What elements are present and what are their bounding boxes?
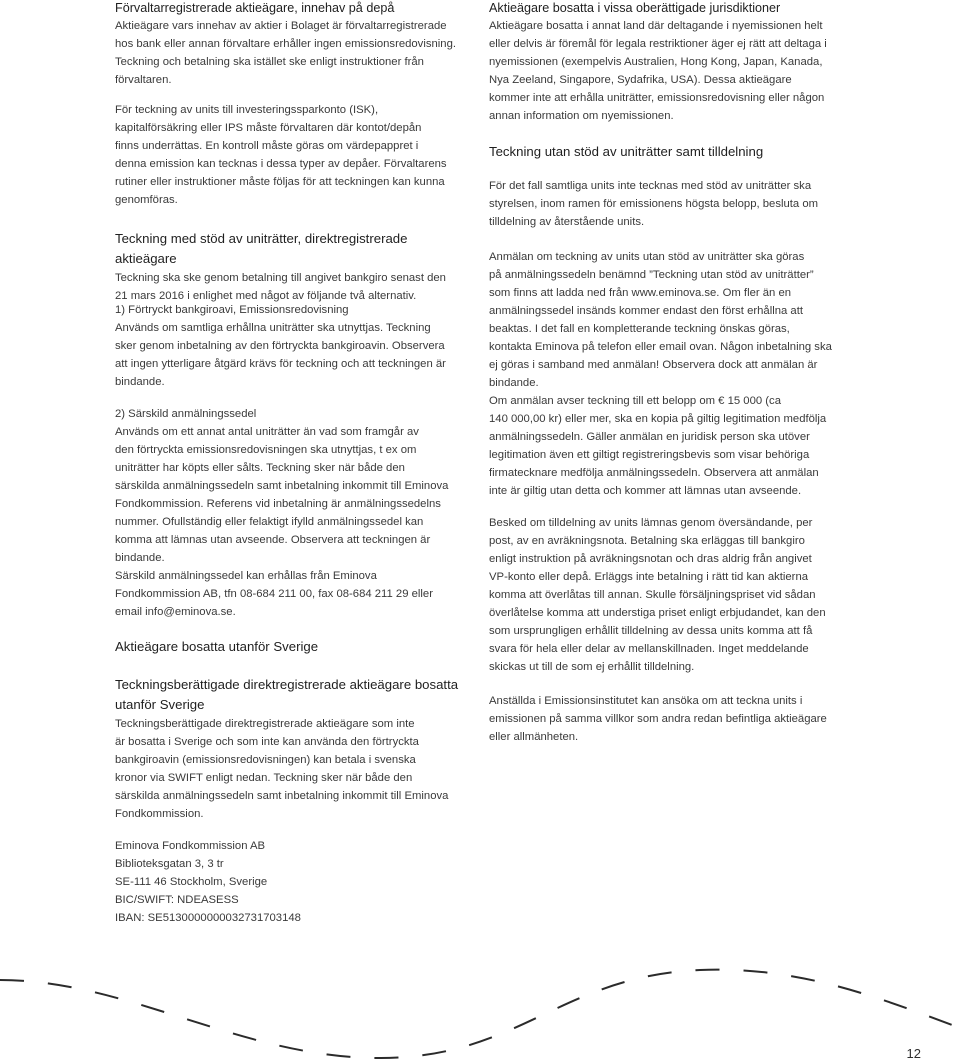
section-direct-registered — [115, 229, 465, 305]
text-line: legitimation även ett giltigt registreringsbevis som visar behöriga — [489, 449, 810, 461]
text-line: Nya Zeeland, Singapore, Sydafrika, USA). Dessa aktieägare — [489, 74, 792, 86]
text-line: ej göras i samband med anmälan! Observera dock att anmälan är — [489, 359, 818, 371]
text-line: VP-konto eller depå. Erläggs inte betalning i rätt tid kan aktierna — [489, 571, 809, 583]
text-line: Aktieägare bosatta i annat land där deltagande i nyemissionen helt — [489, 20, 823, 32]
section-heading-outside-sweden: Aktieägare bosatta utanför Sverige — [115, 639, 319, 654]
text-line: 21 mars 2016 i enlighet med något av följande två alternativ. — [115, 290, 417, 302]
text-line: firmatecknare medfölja anmälningssedeln. Observera att anmälan — [489, 467, 819, 479]
text-line: post, av en avräkningsnota. Betalning ska erläggas till bankgiro — [489, 535, 805, 547]
text-line: överlåtelse komma att understiga priset enligt erbjudandet, kan den — [489, 607, 826, 619]
address-line: Eminova Fondkommission AB — [115, 840, 266, 852]
text-line: bindande. — [115, 552, 165, 564]
text-line: annan information om nyemissionen. — [489, 110, 674, 122]
paragraph-notice — [489, 514, 826, 676]
text-line: eller delvis är föremål för legala restriktioner äger ej rätt att deltaga i — [489, 38, 827, 50]
section-heading — [115, 675, 458, 715]
section-restricted-jurisdictions — [489, 0, 827, 125]
text-line: För teckning av units till investeringssparkonto (ISK), — [115, 104, 379, 116]
text-line: särskilda anmälningssedeln samt inbetalning inkommit till Eminova — [115, 790, 449, 802]
paragraph — [115, 715, 458, 823]
paragraph — [489, 17, 827, 125]
section-heading: Teckning med stöd av uniträtter, direktregistrerade aktieägare — [115, 231, 408, 266]
text-line: email info@eminova.se. — [115, 606, 236, 618]
text-line: förvaltaren. — [115, 74, 172, 86]
text-line: eller allmänheten. — [489, 731, 579, 743]
text-line: Teckning ska ske genom betalning till angivet bankgiro senast den — [115, 272, 446, 284]
paragraph-isk — [115, 101, 447, 209]
text-line: hos bank eller annan förvaltare erhåller ingen emissionsredovisning. — [115, 38, 456, 50]
text-line: 140 000,00 kr) eller mer, ska en kopia på giltig legitimation medfölja — [489, 413, 827, 425]
address-block — [115, 837, 301, 927]
text-line: kommer inte att erhålla uniträtter, emissionsredovisning eller någon — [489, 92, 825, 104]
paragraph-allocation — [489, 177, 818, 231]
text-line: som ursprungligen erhållit tilldelning av dessa units komma att få — [489, 625, 813, 637]
paragraph-employees — [489, 692, 827, 746]
text-line: Anställda i Emissionsinstitutet kan ansöka om att teckna units i — [489, 695, 803, 707]
text-line: komma att lämnas utan avseende. Observera att teckningen är — [115, 534, 431, 546]
text-line: beaktas. I det fall en kompletterande teckning önskas göras, — [489, 323, 790, 335]
section-heading: Aktieägare bosatta i vissa oberättigade jurisdiktioner — [489, 1, 781, 15]
text-line: För det fall samtliga units inte tecknas med stöd av uniträtter ska — [489, 180, 812, 192]
text-line: uniträtter har köpts eller sålts. Teckning sker när både den — [115, 462, 405, 474]
text-line: särskilda anmälningssedeln samt inbetalning inkommit till Eminova — [115, 480, 449, 492]
address-line: IBAN: SE5130000000032731703148 — [115, 912, 301, 924]
paragraph-option-1 — [115, 301, 446, 391]
text-line: tilldelning av återstående units. — [489, 216, 645, 228]
text-line: Särskild anmälningssedel kan erhållas från Eminova — [115, 570, 377, 582]
paragraph-application — [489, 248, 832, 500]
heading-line: utanför Sverige — [115, 697, 205, 712]
text-line: den förtryckta emissionsredovisningen ska utnyttjas, t ex om — [115, 444, 417, 456]
text-line: Aktieägare vars innehav av aktier i Bolaget är förvaltarregistrerade — [115, 20, 447, 32]
text-line: Om anmälan avser teckning till ett belopp om € 15 000 (ca — [489, 395, 781, 407]
address-line: SE-111 46 Stockholm, Sverige — [115, 876, 268, 888]
page-number: 12 — [906, 1046, 921, 1061]
text-line: enligt instruktion på avräkningsnotan och dras aldrig från angivet — [489, 553, 812, 565]
text-line: denna emission kan tecknas i dessa typer av depåer. Förvaltarens — [115, 158, 447, 170]
text-line: kontakta Eminova på telefon eller email ovan. Någon inbetalning ska — [489, 341, 832, 353]
text-line: 2) Särskild anmälningssedel — [115, 408, 257, 420]
text-line: kapitalförsäkring eller IPS måste förvaltaren där kontot/depån — [115, 122, 422, 134]
text-line: Fondkommission. — [115, 808, 204, 820]
text-line: inte är giltig utan detta och kommer att lämnas utan avseende. — [489, 485, 802, 497]
text-line: nummer. Ofullständig eller felaktigt ifylld anmälningssedel kan — [115, 516, 424, 528]
text-line: skickas ut till de som ej erhållit tilldelning. — [489, 661, 695, 673]
section-eligible-outside-sweden — [115, 675, 458, 823]
text-line: som finns att ladda ned från www.eminova.se. Om fler än en — [489, 287, 792, 299]
text-line: Används om samtliga erhållna uniträtter ska utnyttjas. Teckning — [115, 322, 431, 334]
text-line: genomföras. — [115, 194, 178, 206]
text-line: styrelsen, inom ramen för emissionens högsta belopp, besluta om — [489, 198, 819, 210]
section-heading: Förvaltarregistrerade aktieägare, innehav på depå — [115, 1, 395, 15]
text-line: Fondkommission AB, tfn 08-684 211 00, fax 08-684 211 29 eller — [115, 588, 433, 600]
text-line: svara för hela eller delar av mellanskillnaden. Inget meddelande — [489, 643, 809, 655]
section-nominee-registered — [115, 0, 456, 89]
text-line: finns underrättas. En kontroll måste göras om värdepappret i — [115, 140, 419, 152]
text-line: är bosatta i Sverige och som inte kan använda den förtryckta — [115, 736, 419, 748]
text-line: komma att överlåtas till annan. Skulle försäljningspriset vid sådan — [489, 589, 816, 601]
text-line: nyemissionen (exempelvis Australien, Hong Kong, Japan, Kanada, — [489, 56, 823, 68]
text-line: bindande. — [115, 376, 165, 388]
heading-line: Teckningsberättigade direktregistrerade aktieägare bosatta — [115, 677, 459, 692]
text-line: på anmälningssedeln benämnd ”Teckning utan stöd av uniträtter” — [489, 269, 814, 281]
paragraph — [115, 17, 456, 89]
text-line: Besked om tilldelning av units lämnas genom översändande, per — [489, 517, 813, 529]
paragraph — [115, 269, 465, 305]
text-line: bankgiroavin (emissionsredovisningen) kan betala i svenska — [115, 754, 416, 766]
decorative-wave — [0, 958, 960, 1062]
address-line: BIC/SWIFT: NDEASESS — [115, 894, 239, 906]
text-line: Teckning och betalning ska istället ske enligt instruktioner från — [115, 56, 424, 68]
paragraph-option-2 — [115, 405, 448, 621]
text-line: Fondkommission. Referens vid inbetalning är anmälningssedelns — [115, 498, 441, 510]
text-line: anmälningssedeln. Gäller anmälan en juridisk person ska utöver — [489, 431, 810, 443]
text-line: anmälningssedel insänds kommer endast den först erhållna att — [489, 305, 803, 317]
text-line: bindande. — [489, 377, 539, 389]
text-line: att ingen ytterligare åtgärd krävs för teckning och att teckningen är — [115, 358, 446, 370]
text-line: rutiner eller instruktioner måste följas för att teckningen kan kunna — [115, 176, 445, 188]
text-line: sker genom inbetalning av den förtryckta bankgiroavin. Observera — [115, 340, 445, 352]
text-line: kronor via SWIFT enligt nedan. Teckning sker när både den — [115, 772, 413, 784]
text-line: 1) Förtryckt bankgiroavi, Emissionsredovisning — [115, 304, 349, 316]
text-line: Används om ett annat antal uniträtter än vad som framgår av — [115, 426, 419, 438]
address-line: Biblioteksgatan 3, 3 tr — [115, 858, 224, 870]
text-line: Teckningsberättigade direktregistrerade aktieägare som inte — [115, 718, 415, 730]
text-line: Anmälan om teckning av units utan stöd av uniträtter ska göras — [489, 251, 805, 263]
section-heading-allocation: Teckning utan stöd av uniträtter samt tilldelning — [489, 144, 764, 159]
text-line: emissionen på samma villkor som andra redan befintliga aktieägare — [489, 713, 827, 725]
